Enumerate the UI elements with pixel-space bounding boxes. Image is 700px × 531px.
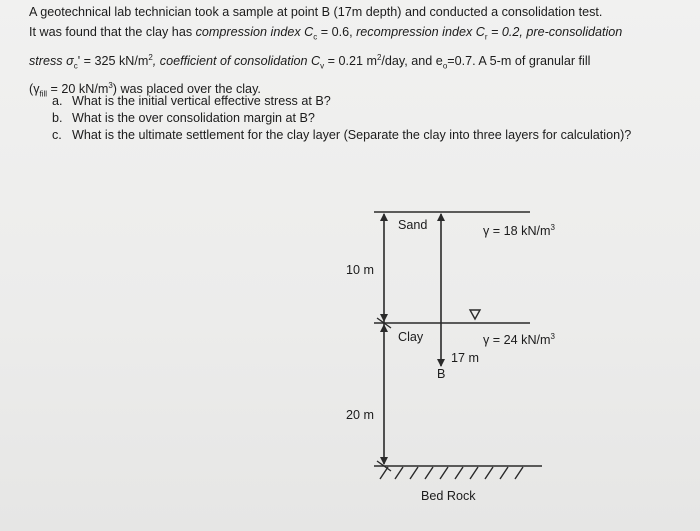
- superscript: 3: [550, 332, 555, 341]
- question-text: What is the initial vertical effective stress at B?: [72, 94, 331, 108]
- problem-text: = 0.6,: [317, 25, 357, 39]
- subscript: fill: [39, 89, 48, 99]
- unit-weight-text: γ = 24 kN/m: [483, 333, 551, 348]
- clay-thickness-label: 20 m: [346, 408, 374, 422]
- superscript: 2: [376, 52, 382, 62]
- superscript: 3: [108, 81, 113, 91]
- question-marker: b.: [52, 111, 63, 125]
- bedrock-hatching: [380, 467, 523, 479]
- superscript: 3: [550, 223, 555, 232]
- subscript: c: [73, 61, 78, 71]
- superscript: 2: [148, 52, 153, 62]
- recompression-index-term: recompression index C: [356, 25, 485, 39]
- question-marker: a.: [52, 94, 63, 108]
- problem-text: It was found that the clay has: [29, 25, 196, 39]
- question-text: What is the over consolidation margin at B?: [72, 111, 315, 125]
- problem-text: = 0.2, pre-consolidation: [487, 25, 623, 39]
- problem-text: = 20 kN/m: [47, 82, 109, 97]
- arrow-up-icon: [437, 213, 445, 221]
- question-text: What is the ultimate settlement for the clay layer (Separate the clay into three layers for calculation)?: [72, 128, 632, 142]
- problem-text: ) was placed over the clay.: [112, 82, 261, 97]
- subscript: o: [442, 61, 448, 71]
- subscript: c: [313, 32, 318, 42]
- clay-layer-label: Clay: [398, 330, 424, 344]
- question-marker: c.: [52, 128, 62, 142]
- problem-text: /day, and e: [381, 53, 443, 68]
- problem-text: =0.7. A 5-m of granular fill: [447, 53, 591, 68]
- arrow-up-icon: [380, 213, 388, 221]
- bedrock-label: Bed Rock: [421, 489, 476, 503]
- consolidation-coefficient-term: , coefficient of consolidation C: [152, 53, 321, 68]
- sand-unit-weight: [483, 223, 555, 238]
- compression-index-term: compression index C: [195, 25, 314, 39]
- unit-weight-text: γ = 18 kN/m: [483, 224, 551, 239]
- problem-text: A geotechnical lab technician took a sample at point B (17m depth) and conducted a consolidation test.: [29, 5, 603, 19]
- sand-layer-label: Sand: [398, 218, 428, 232]
- sand-thickness-label: 10 m: [346, 263, 374, 277]
- depth-to-b-label: 17 m: [451, 351, 479, 365]
- problem-text: ' = 325 kN/m: [77, 53, 149, 68]
- subscript: r: [484, 32, 488, 42]
- preconsolidation-stress-term: stress σ: [29, 53, 74, 68]
- problem-text: = 0.21 m: [324, 53, 377, 68]
- subscript: v: [320, 61, 325, 71]
- point-b-label: B: [437, 367, 446, 381]
- water-table-icon: [470, 310, 480, 319]
- arrow-down-icon: [437, 359, 445, 367]
- clay-unit-weight: [483, 332, 555, 347]
- problem-text: (γ: [29, 82, 40, 97]
